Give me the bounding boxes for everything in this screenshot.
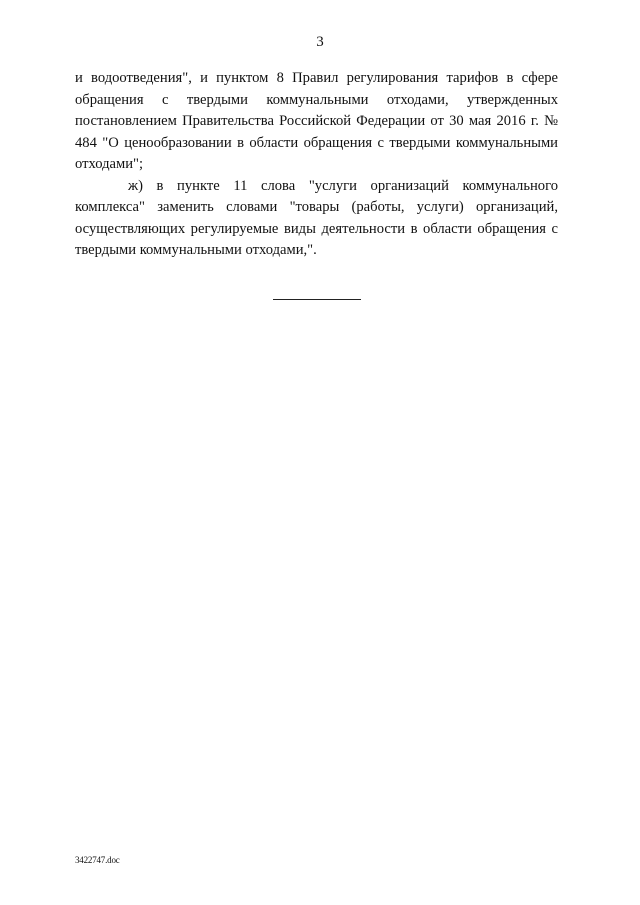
paragraph-item-zh: ж) в пункте 11 слова "услуги организаций коммунального комплекса" заменить словами "товары (работы, услуги) организаций, осуществляющих регулируемые виды деятельности в области обращения с твердыми коммунальными отходами,". bbox=[75, 177, 558, 258]
page-number: 3 bbox=[316, 34, 324, 50]
document-body bbox=[75, 68, 558, 262]
end-of-text-rule bbox=[273, 299, 361, 300]
paragraph-continuation: и водоотведения", и пунктом 8 Правил регулирования тарифов в сфере обращения с твердыми коммунальными отходами, утвержденных постановлением Правительства Российской Федерации от 30 мая 2016 г. № 484 "О ценообразовании в области обращения с твердыми коммунальными отходами"; bbox=[75, 70, 558, 172]
footer-file-name: 3422747.doc bbox=[75, 855, 120, 865]
